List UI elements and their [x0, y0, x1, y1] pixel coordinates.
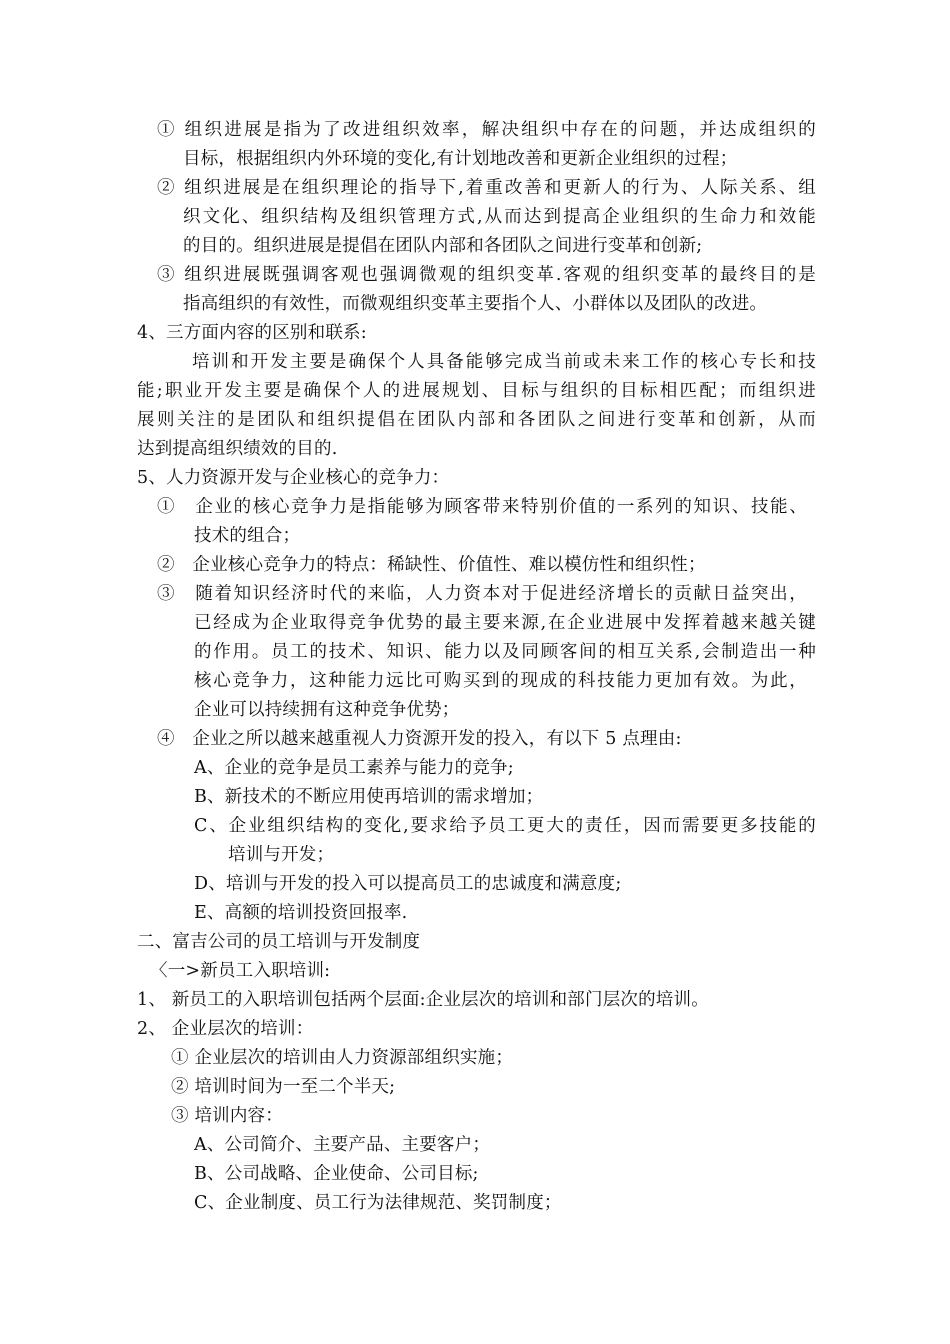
- paragraph-line: ③ 随着知识经济时代的来临，人力资本对于促进经济增长的贡献日益突出，: [157, 584, 807, 604]
- paragraph-line: 织文化、组织结构及组织管理方式,从而达到提高企业组织的生命力和效能: [183, 207, 816, 227]
- subsection-heading: 〈一>新员工入职培训:: [150, 961, 331, 981]
- paragraph-line: 的作用。员工的技术、知识、能力以及同顾客间的相互关系,会制造出一种: [194, 642, 816, 662]
- paragraph-line: 指高组织的有效性，而微观组织变革主要指个人、小群体以及团队的改进。: [183, 294, 768, 314]
- list-item: B、公司战略、企业使命、公司目标;: [194, 1164, 479, 1184]
- list-item: B、新技术的不断应用使再培训的需求增加；: [194, 787, 544, 807]
- paragraph-line: 达到提高组织绩效的目的.: [137, 439, 338, 459]
- section-heading: 5、人力资源开发与企业核心的竞争力：: [137, 468, 450, 488]
- list-item: 2、 企业层次的培训：: [137, 1019, 314, 1039]
- paragraph-line: 企业可以持续拥有这种竞争优势；: [194, 700, 460, 720]
- list-item: A、企业的竞争是员工素养与能力的竞争;: [194, 758, 514, 778]
- list-item: ② 培训时间为一至二个半天;: [171, 1077, 396, 1097]
- paragraph-line: 培训和开发主要是确保个人具备能够完成当前或未来工作的核心专长和技: [192, 352, 816, 372]
- list-item: A、公司简介、主要产品、主要客户；: [194, 1135, 491, 1155]
- paragraph-line: 已经成为企业取得竞争优势的最主要来源,在企业进展中发挥着越来越关键: [194, 613, 816, 633]
- paragraph-line: 的目的。组织进展是提倡在团队内部和各团队之间进行变革和创新;: [183, 236, 703, 256]
- section-heading: 4、三方面内容的区别和联系:: [137, 323, 367, 343]
- list-item: D、培训与开发的投入可以提高员工的忠诚度和满意度;: [194, 874, 622, 894]
- paragraph-line: 展则关注的是团队和组织提倡在团队内部和各团队之间进行变革和创新，从而: [137, 410, 816, 430]
- list-item: ① 企业层次的培训由人力资源部组织实施；: [171, 1048, 514, 1068]
- list-item: C、企业制度、员工行为法律规范、奖罚制度；: [194, 1193, 562, 1213]
- paragraph-line: ② 企业核心竞争力的特点：稀缺性、价值性、难以模仿性和组织性；: [157, 555, 706, 575]
- section-heading: 二、富吉公司的员工培训与开发制度: [137, 932, 421, 952]
- paragraph-line: ③ 组织进展既强调客观也强调微观的组织变革.客观的组织变革的最终目的是: [157, 265, 816, 285]
- list-item: 1、 新员工的入职培训包括两个层面:企业层次的培训和部门层次的培训。: [137, 990, 709, 1010]
- list-item: C、企业组织结构的变化,要求给予员工更大的责任，因而需要更多技能的: [194, 816, 816, 836]
- paragraph-line: ① 组织进展是指为了改进组织效率，解决组织中存在的问题，并达成组织的: [157, 120, 816, 140]
- paragraph-line: 技术的组合；: [194, 526, 301, 546]
- list-item: ③ 培训内容：: [171, 1106, 283, 1126]
- paragraph-line: 核心竞争力，这种能力远比可购买到的现成的科技能力更加有效。为此，: [194, 671, 807, 691]
- paragraph-line: 目标，根据组织内外环境的变化,有计划地改善和更新企业组织的过程；: [183, 149, 738, 169]
- paragraph-line: ② 组织进展是在组织理论的指导下,着重改善和更新人的行为、人际关系、组: [157, 178, 816, 198]
- paragraph-line: ① 企业的核心竞争力是指能够为顾客带来特别价值的一系列的知识、技能、: [157, 497, 807, 517]
- list-item: 培训与开发；: [228, 845, 335, 865]
- paragraph-line: 能;职业开发主要是确保个人的进展规划、目标与组织的目标相匹配；而组织进: [137, 381, 816, 401]
- paragraph-line: ④ 企业之所以越来越重视人力资源开发的投入，有以下 5 点理由:: [157, 729, 682, 749]
- list-item: E、高额的培训投资回报率.: [194, 903, 408, 923]
